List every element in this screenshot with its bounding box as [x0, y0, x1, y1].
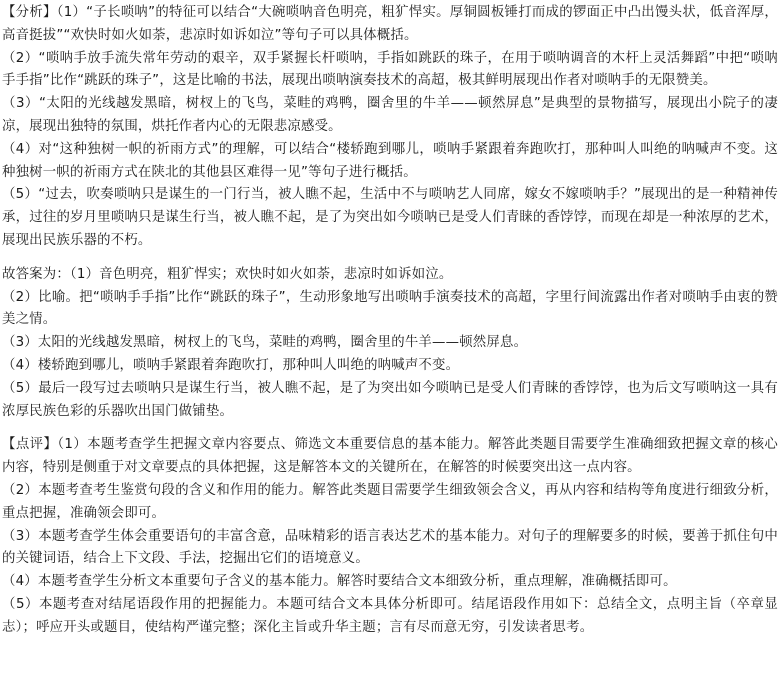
analysis-paragraph-4: （4）对“这种独树一帜的祈雨方式”的理解，可以结合“楼轿跑到哪儿，唢呐手紧跟着奔跑吹打，那种叫人叫绝的呐喊声不变。这种独树一帜的祈雨方式在陕北的其他县区难得一见”等句子进行概括。 — [2, 141, 778, 180]
comment-paragraph-2: （2）本题考查考生鉴赏句段的含义和作用的能力。解答此类题目需要学生细致领会含义，再从内容和结构等角度进行细致分析，重点把握，准确领会即可。 — [2, 482, 778, 521]
solution-document — [2, 0, 778, 700]
comment-paragraph-1: 【点评】（1）本题考查学生把握文章内容要点、筛选文本重要信息的基本能力。解答此类题目需要学生准确细致把握文章的核心内容，特别是侧重于对文章要点的具体把握，这是解答本文的关键所在，在解答的时候要突出这一点内容。 — [2, 437, 778, 476]
comment-section — [2, 434, 778, 639]
analysis-paragraph-5: （5）“过去，吹奏唢呐只是谋生的一门行当，被人瞧不起，生活中不与唢呐艺人同席，嫁女不嫁唢呐手？”展现出的是一种精神传承，过往的岁月里唢呐只是谋生行当，被人瞧不起，是了为突出如今唢呐已是受人们青睐的香饽饽，而现在却是一种浓厚的艺术，展现出民族乐器的不朽。 — [2, 187, 778, 248]
comment-paragraph-3: （3）本题考查学生体会重要语句的丰富含意，品味精彩的语言表达艺术的基本能力。对句子的理解要多的时候，要善于抓住句中的关键词语，结合上下文段、手法，挖掘出它们的语境意义。 — [2, 528, 778, 567]
analysis-section — [2, 0, 778, 253]
comment-paragraph-5: （5）本题考查对结尾语段作用的把握能力。本题可结合文本具体分析即可。结尾语段作用如下：总结全文，点明主旨（卒章显志）；呼应开头或题目，使结构严谨完整；深化主旨或升华主题；言有尽而意无穷，引发读者思考。 — [2, 596, 778, 635]
answer-section — [2, 264, 778, 424]
analysis-paragraph-2: （2）“唢呐手放手流失常年劳动的艰辛，双手紧握长杆唢呐，手指如跳跃的珠子，在用于唢呐调音的木杆上灵活舞蹈”中把“唢呐手手指”比作“跳跃的珠子”，这是比喻的书法，展现出唢呐演奏技术的高超，极其鲜明展现出作者对唢呐手的无限赞美。 — [2, 50, 778, 89]
answer-paragraph-3: （3）太阳的光线越发黑暗，树杈上的飞鸟，菜畦的鸡鸭，圈舍里的牛羊——顿然屏息。 — [2, 335, 528, 351]
comment-paragraph-4: （4）本题考查学生分析文本重要句子含义的基本能力。解答时要结合文本细致分析，重点理解，准确概括即可。 — [2, 574, 677, 590]
answer-paragraph-1: 故答案为：（1）音色明亮，粗犷悍实；欢快时如火如荼，悲凉时如诉如泣。 — [2, 266, 453, 282]
answer-paragraph-4: （4）楼轿跑到哪儿，唢呐手紧跟着奔跑吹打，那种叫人叫绝的呐喊声不变。 — [2, 357, 460, 373]
analysis-paragraph-3: （3）“太阳的光线越发黑暗，树杈上的飞鸟，菜畦的鸡鸭，圈舍里的牛羊——顿然屏息”是典型的景物描写，展现出小院子的凄凉，展现出独特的氛围，烘托作者内心的无限悲凉感受。 — [2, 96, 778, 134]
answer-paragraph-2: （2）比喻。把“唢呐手手指”比作“跳跃的珠子”，生动形象地写出唢呐手演奏技术的高超，字里行间流露出作者对唢呐手由衷的赞美之情。 — [2, 289, 778, 328]
answer-paragraph-5: （5）最后一段写过去唢呐只是谋生行当，被人瞧不起，是了为突出如今唢呐已是受人们青睐的香饽饽，也为后文写唢呐这一具有浓厚民族色彩的乐器吹出国门做铺垫。 — [2, 380, 778, 419]
analysis-paragraph-1: 【分析】（1）“子长唢呐”的特征可以结合“大碗唢呐音色明亮，粗犷悍实。厚铜圆板锤打而成的锣面正中凸出馒头状，低音浑厚，高音挺拔”“欢快时如火如荼，悲凉时如诉如泣”等句子可以具体概括。 — [2, 5, 778, 43]
